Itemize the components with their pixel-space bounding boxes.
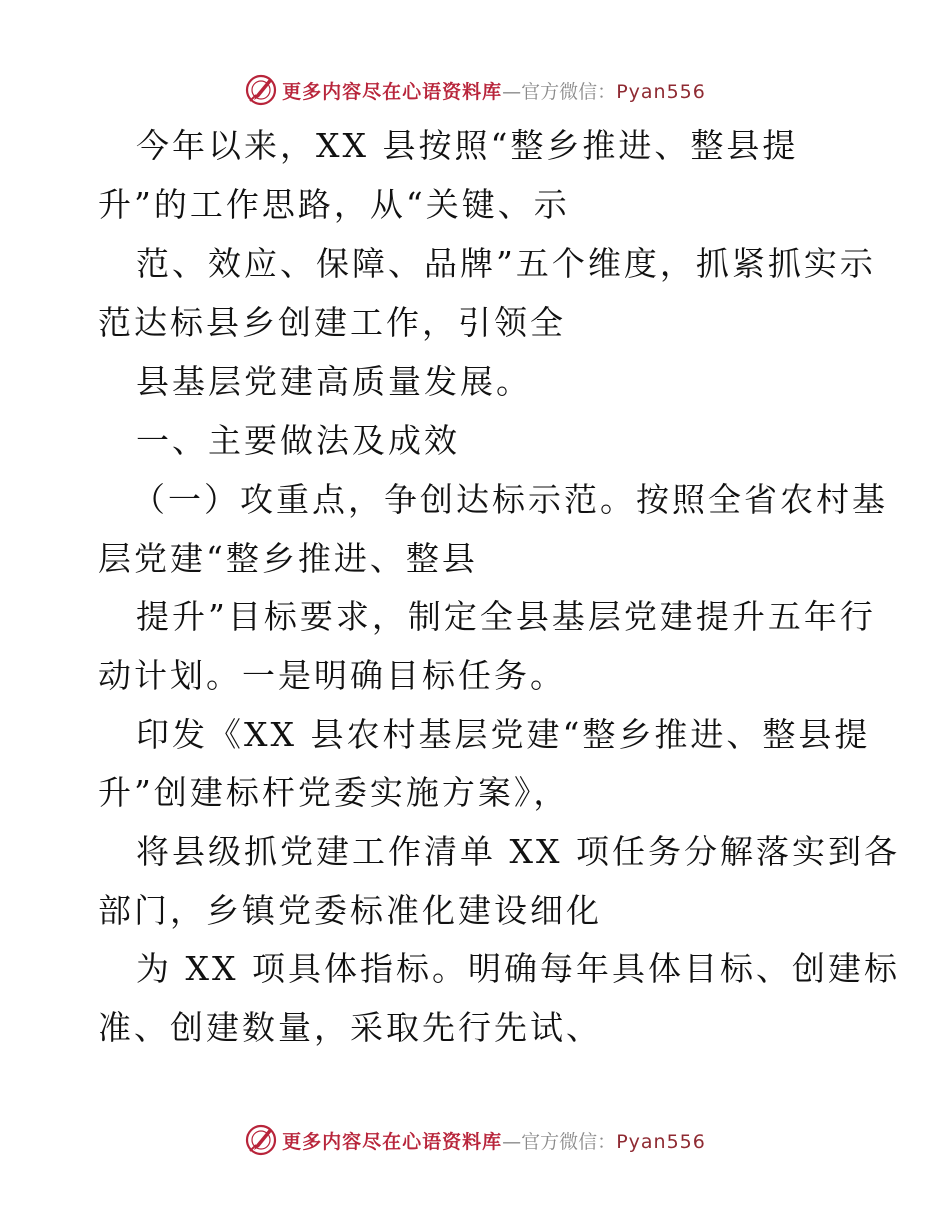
body-line-1: 今年以来，XX 县按照“整乡推进、整县提: [136, 126, 799, 165]
body-line-5: 县基层党建高质量发展。: [136, 362, 532, 401]
body-line-15: 为 XX 项具体指标。明确每年具体目标、创建标: [136, 949, 900, 988]
body-line-16: 准、创建数量，采取先行先试、: [98, 1008, 602, 1047]
footer-watermark: [0, 1120, 950, 1160]
body-line-9: 提升”目标要求，制定全县基层党建提升五年行: [136, 597, 876, 636]
body-line-7: （一）攻重点，争创达标示范。按照全省农村基: [132, 480, 888, 519]
body-line-12: 升”创建标杆党委实施方案》，: [98, 773, 570, 812]
body-line-4: 范达标县乡创建工作，引领全: [98, 303, 566, 342]
body-line-11: 印发《XX 县农村基层党建“整乡推进、整县提: [136, 715, 871, 754]
quill-logo-icon: [244, 1123, 278, 1157]
body-line-3: 范、效应、保障、品牌”五个维度，抓紧抓实示: [136, 244, 876, 283]
body-line-10: 动计划。一是明确目标任务。: [98, 656, 566, 695]
section-heading-1: 一、主要做法及成效: [136, 421, 460, 460]
body-line-13: 将县级抓党建工作清单 XX 项任务分解落实到各: [136, 832, 900, 871]
body-line-2: 升”的工作思路，从“关键、示: [98, 185, 570, 224]
watermark-text: 更多内容尽在心语资料库—官方微信：Pyan556: [282, 1130, 706, 1153]
watermark-text: 更多内容尽在心语资料库—官方微信：Pyan556: [282, 80, 706, 103]
body-line-14: 部门，乡镇党委标准化建设细化: [98, 891, 602, 930]
body-line-8: 层党建“整乡推进、整县: [98, 539, 478, 578]
